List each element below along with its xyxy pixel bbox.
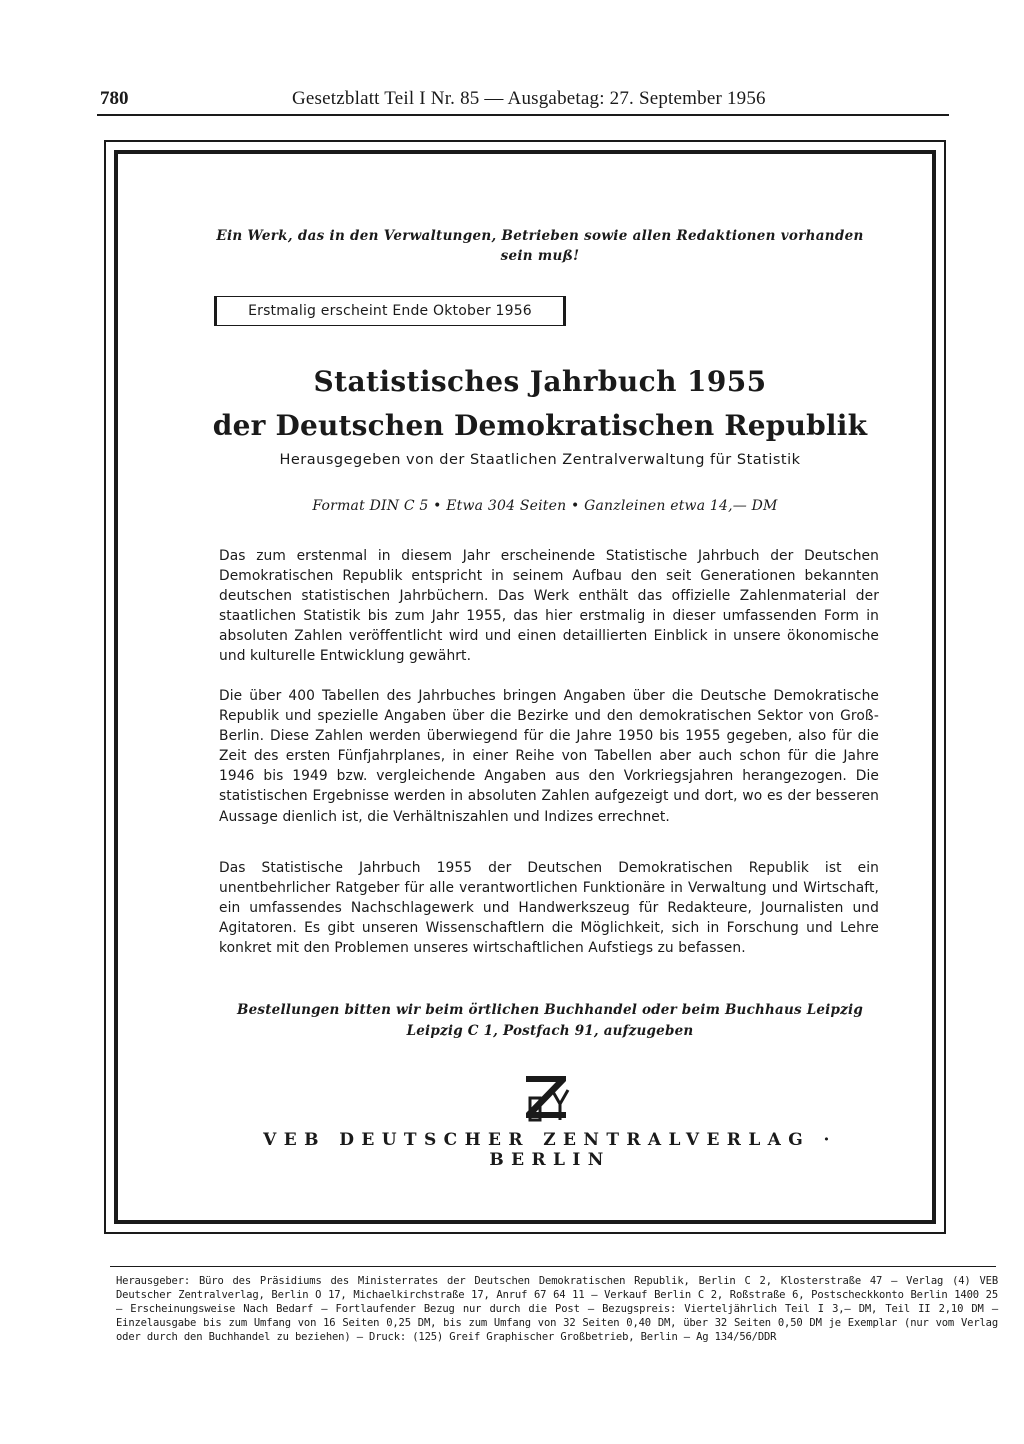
- order-line-1: Bestellungen bitten wir beim örtlichen Buchhandel oder beim Buchhaus Leipzig: [237, 1002, 863, 1018]
- release-notice-text: Erstmalig erscheint Ende Oktober 1956: [248, 303, 532, 319]
- book-title-line-1: Statistisches Jahrbuch 1955: [313, 365, 767, 398]
- order-instructions: [200, 1000, 900, 1042]
- paragraph-2: Die über 400 Tabellen des Jahrbuches bringen Angaben über die Deutsche Demokratische Republik und spezielle Angaben über die Bezirke und den demokratischen Sektor von Groß-Berlin. Diese Zahlen werden überwiegend für die Jahre 1950 bis 1955 gegeben, also für die Zeit des ersten Fünfjahrplanes, in einer Reihe von Tabellen aber auch schon für die Jahre 1946 bis 1949 bzw. vergleichende Angaben aus den Vorkriegsjahren herangezogen. Die statistischen Ergebnisse werden in absoluten Zahlen aufgezeigt und dort, wo es der besseren Aussage dienlich ist, die Verhältniszahlen und Indizes errechnet.: [219, 688, 879, 825]
- page-number: 780: [100, 88, 129, 109]
- editor-line: Herausgegeben von der Staatlichen Zentralverwaltung für Statistik: [279, 452, 801, 468]
- page-header: [100, 88, 950, 114]
- paragraph-3: Das Statistische Jahrbuch 1955 der Deutschen Demokratischen Republik ist ein unentbehrlicher Ratgeber für alle verantwortlichen Funktionäre in Verwaltung und Wirtschaft, ein umfassendes Nachschlagewerk und Handwerkszeug für Redakteure, Journalisten und Agitatoren. Es gibt unseren Wissenschaftlern die Möglichkeit, sich in Forschung und Lehre konkret mit den Problemen unseres wirtschaftlichen Aufstiegs zu befassen.: [219, 860, 879, 957]
- format-line: Format DIN C 5 • Etwa 304 Seiten • Ganzleinen etwa 14,— DM: [312, 498, 778, 514]
- footer-rule: [110, 1266, 996, 1267]
- publisher-name: VEB DEUTSCHER ZENTRALVERLAG · BERLIN: [263, 1130, 837, 1170]
- book-title: [180, 360, 900, 448]
- book-title-line-2: der Deutschen Demokratischen Republik: [212, 409, 868, 442]
- header-rule: [97, 114, 949, 116]
- order-line-2: Leipzig C 1, Postfach 91, aufzugeben: [406, 1023, 694, 1039]
- release-notice: [214, 296, 566, 326]
- imprint: Herausgeber: Büro des Präsidiums des Ministerrates der Deutschen Demokratischen Republik, Berlin C 2, Klosterstraße 47 — Verlag (4) VEB Deutscher Zentralverlag, Berlin O 17, Michaelkirchstraße 17, Anruf 67 64 11 — Verkauf Berlin C 2, Roßstraße 6, Postscheckkonto Berlin 1400 25 — Erscheinungsweise Nach Bedarf — Fortlaufender Bezug nur durch die Post — Bezugspreis: Vierteljährlich Teil I 3,— DM, Teil II 2,10 DM — Einzelausgabe bis zum Umfang von 16 Seiten 0,25 DM, bis zum Umfang von 32 Seiten 0,40 DM, über 32 Seiten 0,50 DM je Exemplar (nur vom Verlag oder durch den Buchhandel zu beziehen) — Druck: (125) Greif Graphischer Großbetrieb, Berlin — Ag 134/56/DDR: [116, 1275, 998, 1343]
- paragraph-1: Das zum erstenmal in diesem Jahr erscheinende Statistische Jahrbuch der Deutschen Demokratischen Republik entspricht in seinem Aufbau den seit Generationen bekannten deutschen statistischen Jahrbüchern. Das Werk enthält das offizielle Zahlenmaterial der staatlichen Statistik bis zum Jahr 1955, das hier erstmalig in dieser umfassenden Form in absoluten Zahlen veröffentlicht wird und einen detaillierten Einblick in unsere ökonomische und kulturelle Entwicklung gewährt.: [219, 548, 879, 665]
- gazette-title: Gesetzblatt Teil I Nr. 85 — Ausgabetag: 27. September 1956: [292, 88, 766, 109]
- advert-intro: Ein Werk, das in den Verwaltungen, Betrieben sowie allen Redaktionen vorhanden sein muß!: [216, 228, 864, 264]
- publisher-logo-icon: [516, 1068, 576, 1128]
